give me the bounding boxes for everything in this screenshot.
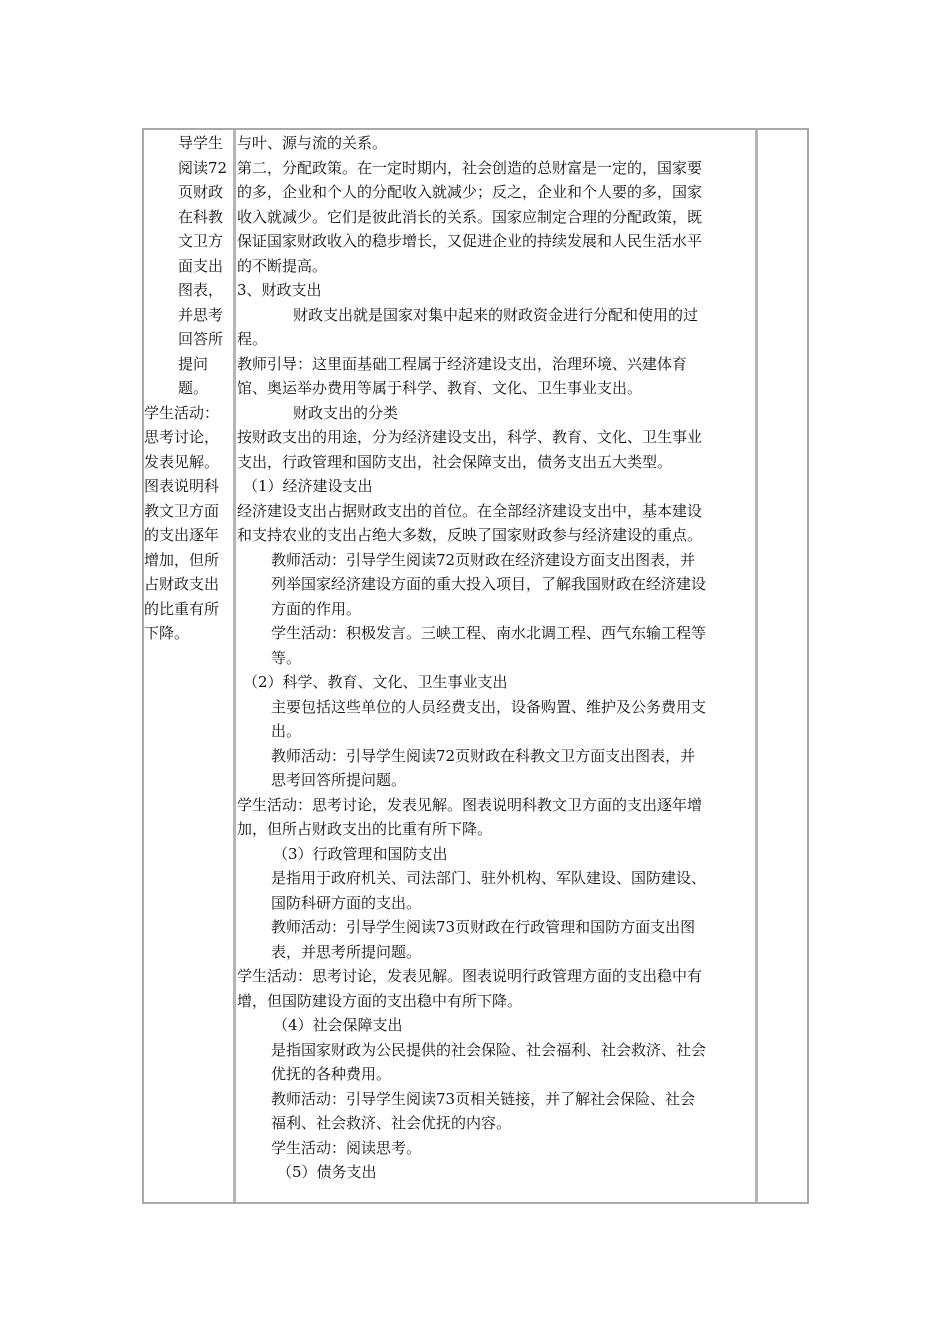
body-line: 收入就减少。它们是彼此消长的关系。国家应制定合理的分配政策，既 [237, 207, 703, 226]
left-line: 下降。 [144, 624, 190, 642]
left-line: 教文卫方面 [144, 501, 220, 520]
left-line: 在科教 [178, 207, 224, 226]
body-line: 经济建设支出占据财政支出的首位。在全部经济建设支出中，基本建设 [237, 501, 703, 520]
body-line: 福利、社会救济、社会优抚的内容。 [271, 1114, 512, 1132]
body-line: 出。 [271, 722, 302, 740]
body-line: 国防科研方面的支出。 [271, 893, 422, 912]
left-line: 并思考 [178, 305, 224, 324]
column-divider-left [233, 130, 236, 1202]
body-line: 学生活动：思考讨论，发表见解。图表说明行政管理方面的支出稳中有 [237, 967, 703, 985]
left-line: 文卫方 [178, 232, 224, 250]
left-column [144, 131, 233, 646]
body-line: 学生活动：阅读思考。 [271, 1138, 422, 1157]
left-line: 图表说明科 [144, 477, 220, 495]
body-line: 保证国家财政收入的稳步增长，又促进企业的持续发展和人民生活水平 [237, 232, 703, 250]
main-column [237, 131, 756, 1185]
left-line: 面支出 [178, 256, 224, 275]
left-line: 阅读72 [178, 158, 228, 177]
body-line: 方面的作用。 [271, 599, 362, 618]
item-heading: （4）社会保障支出 [273, 1016, 403, 1034]
section-heading: 3、财政支出 [237, 281, 322, 299]
body-line: 教师活动：引导学生阅读72页财政在科教文卫方面支出图表，并 [271, 746, 696, 765]
body-line: 是指用于政府机关、司法部门、驻外机构、军队建设、国防建设、 [271, 869, 707, 887]
item-heading: （1）经济建设支出 [243, 477, 373, 495]
left-line: 增加，但所 [144, 550, 220, 569]
left-line: 提问 [178, 354, 209, 373]
body-line: 加，但所占财政支出的比重有所下降。 [237, 820, 493, 838]
body-line: 教师活动：引导学生阅读73页财政在行政管理和国防方面支出图 [271, 918, 696, 936]
body-line: 学生活动：积极发言。三峡工程、南水北调工程、西气东输工程等 [271, 624, 707, 642]
body-line: 的多，企业和个人的分配收入就减少；反之，企业和个人要的多，国家 [237, 183, 703, 201]
body-line: 支出，行政管理和国防支出，社会保障支出，债务支出五大类型。 [237, 452, 673, 471]
left-line: 思考讨论， [144, 428, 220, 446]
body-line: 和支持农业的支出占绝大多数，反映了国家财政参与经济建设的重点。 [237, 526, 703, 544]
body-line: 的不断提高。 [237, 256, 328, 275]
body-line: 按财政支出的用途，分为经济建设支出，科学、教育、文化、卫生事业 [237, 428, 703, 446]
body-line: 教师活动：引导学生阅读73页相关链接，并了解社会保险、社会 [271, 1089, 696, 1108]
item-heading: （3）行政管理和国防支出 [273, 844, 448, 863]
body-line: 思考回答所提问题。 [271, 771, 407, 789]
left-line: 的比重有所 [144, 599, 220, 618]
left-line: 图表， [178, 281, 224, 299]
body-line: 第二，分配政策。在一定时期内，社会创造的总财富是一定的，国家要 [237, 158, 703, 177]
left-line: 的支出逐年 [144, 526, 220, 544]
left-line: 导学生 [178, 134, 224, 152]
definition-line: 财政支出就是国家对集中起来的财政资金进行分配和使用的过 [293, 305, 699, 324]
item-heading: （5）债务支出 [277, 1163, 377, 1181]
left-line: 题。 [178, 379, 209, 397]
body-line: 优抚的各种费用。 [271, 1065, 392, 1083]
body-line: 馆、奥运举办费用等属于科学、教育、文化、卫生事业支出。 [237, 379, 643, 397]
body-line: 程。 [237, 330, 268, 348]
left-line: 回答所 [178, 330, 224, 348]
body-line: 教师活动：引导学生阅读72页财政在经济建设方面支出图表，并 [271, 550, 696, 569]
body-line: 教师引导：这里面基础工程属于经济建设支出，治理环境、兴建体育 [237, 354, 688, 373]
body-line: 列举国家经济建设方面的重大投入项目，了解我国财政在经济建设 [271, 575, 707, 593]
body-line: 学生活动：思考讨论，发表见解。图表说明科教文卫方面的支出逐年增 [237, 795, 703, 814]
item-heading: （2）科学、教育、文化、卫生事业支出 [243, 673, 508, 691]
body-line: 是指国家财政为公民提供的社会保险、社会福利、社会救济、社会 [271, 1040, 707, 1059]
left-line: 占财政支出 [144, 575, 220, 593]
body-line: 主要包括这些单位的人员经费支出，设备购置、维护及公务费用支 [271, 697, 707, 716]
body-line: 增，但国防建设方面的支出稳中有所下降。 [237, 991, 523, 1010]
body-line: 表，并思考所提问题。 [271, 942, 422, 961]
left-line: 学生活动： [144, 403, 220, 422]
body-line: 与叶、源与流的关系。 [237, 134, 388, 152]
subsection-heading: 财政支出的分类 [293, 403, 399, 422]
body-line: 等。 [271, 648, 302, 667]
left-line: 页财政 [178, 183, 224, 201]
left-line: 发表见解。 [144, 452, 220, 471]
